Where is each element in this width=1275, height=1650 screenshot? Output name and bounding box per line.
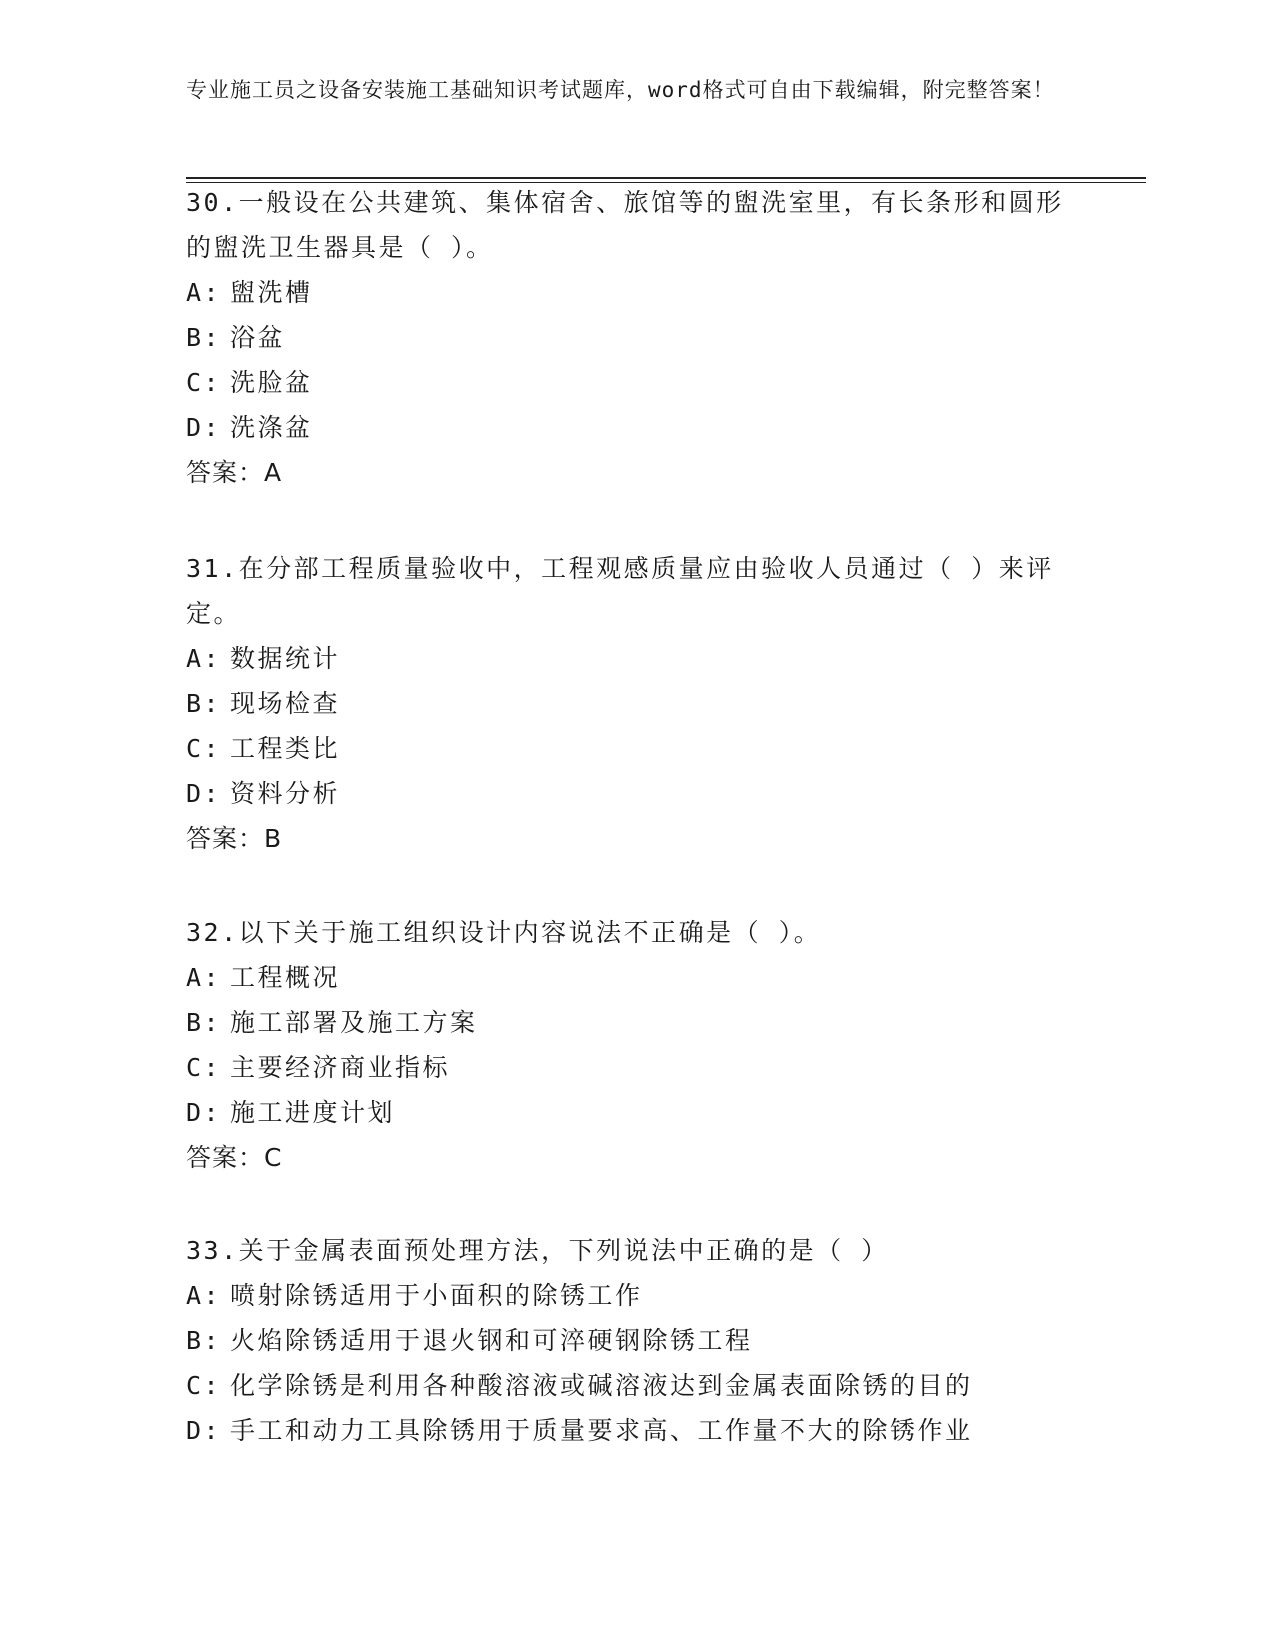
question-30 bbox=[186, 180, 1086, 495]
option-c bbox=[186, 1045, 1086, 1090]
option-text: 资料分析 bbox=[230, 779, 341, 808]
option-letter: A: bbox=[186, 278, 222, 307]
question-stem: 30.一般设在公共建筑、集体宿舍、旅馆等的盥洗室里，有长条形和圆形的盥洗卫生器具是（ ）。 bbox=[186, 188, 1064, 262]
option-letter: D: bbox=[186, 779, 222, 808]
option-letter: B: bbox=[186, 1008, 222, 1037]
option-d bbox=[186, 1090, 1086, 1135]
option-letter: B: bbox=[186, 323, 222, 352]
option-d bbox=[186, 405, 1086, 450]
option-letter: D: bbox=[186, 1098, 222, 1127]
option-text: 工程类比 bbox=[230, 734, 341, 763]
answer: 答案：B bbox=[186, 824, 283, 853]
option-text: 施工部署及施工方案 bbox=[230, 1008, 478, 1037]
question-stem: 31.在分部工程质量验收中，工程观感质量应由验收人员通过（ ）来评定。 bbox=[186, 554, 1054, 628]
question-stem: 33.关于金属表面预处理方法，下列说法中正确的是（ ） bbox=[186, 1236, 889, 1265]
option-d bbox=[186, 771, 1086, 816]
option-text: 工程概况 bbox=[230, 963, 341, 992]
option-text: 数据统计 bbox=[230, 644, 341, 673]
option-text: 化学除锈是利用各种酸溶液或碱溶液达到金属表面除锈的目的 bbox=[230, 1371, 973, 1400]
option-letter: D: bbox=[186, 1416, 222, 1445]
option-a bbox=[186, 1273, 1086, 1318]
option-a bbox=[186, 270, 1086, 315]
option-letter: A: bbox=[186, 963, 222, 992]
option-letter: C: bbox=[186, 734, 222, 763]
option-letter: A: bbox=[186, 644, 222, 673]
option-letter: B: bbox=[186, 689, 222, 718]
option-text: 喷射除锈适用于小面积的除锈工作 bbox=[230, 1281, 643, 1310]
option-b bbox=[186, 1000, 1086, 1045]
option-letter: C: bbox=[186, 1053, 222, 1082]
option-d bbox=[186, 1408, 1086, 1453]
option-text: 施工进度计划 bbox=[230, 1098, 396, 1127]
option-a bbox=[186, 955, 1086, 1000]
option-text: 浴盆 bbox=[230, 323, 286, 352]
option-c bbox=[186, 1363, 1086, 1408]
option-text: 盥洗槽 bbox=[230, 278, 313, 307]
option-text: 主要经济商业指标 bbox=[230, 1053, 451, 1082]
option-letter: D: bbox=[186, 413, 222, 442]
question-33 bbox=[186, 1228, 1086, 1453]
option-b bbox=[186, 681, 1086, 726]
question-32 bbox=[186, 910, 1086, 1180]
option-text: 火焰除锈适用于退火钢和可淬硬钢除锈工程 bbox=[230, 1326, 753, 1355]
option-letter: B: bbox=[186, 1326, 222, 1355]
question-stem: 32.以下关于施工组织设计内容说法不正确是（ ）。 bbox=[186, 918, 822, 947]
option-b bbox=[186, 1318, 1086, 1363]
option-c bbox=[186, 360, 1086, 405]
option-text: 洗脸盆 bbox=[230, 368, 313, 397]
option-letter: C: bbox=[186, 1371, 222, 1400]
answer: 答案：A bbox=[186, 458, 283, 487]
question-31 bbox=[186, 546, 1086, 861]
option-text: 现场检查 bbox=[230, 689, 341, 718]
option-c bbox=[186, 726, 1086, 771]
option-a bbox=[186, 636, 1086, 681]
page-header: 专业施工员之设备安装施工基础知识考试题库，word格式可自由下载编辑，附完整答案！ bbox=[186, 78, 1055, 102]
option-b bbox=[186, 315, 1086, 360]
answer: 答案：C bbox=[186, 1143, 283, 1172]
header-divider-thick bbox=[186, 177, 1146, 179]
option-text: 洗涤盆 bbox=[230, 413, 313, 442]
option-letter: C: bbox=[186, 368, 222, 397]
option-letter: A: bbox=[186, 1281, 222, 1310]
option-text: 手工和动力工具除锈用于质量要求高、工作量不大的除锈作业 bbox=[230, 1416, 973, 1445]
